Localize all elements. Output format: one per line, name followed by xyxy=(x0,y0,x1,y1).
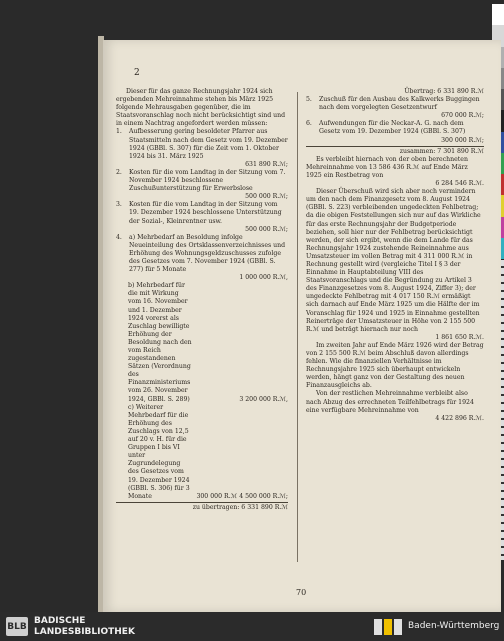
sub-item-b-text: b) Mehrbedarf für die mit Wirkung vom 16. November und 1. Dezember 1924 vorerst als Zuschlag bewilligte Erhöhung der Besoldung nach den vom Reich zugestandenen Sätzen (Verordnung des Finanzministeriums vom 26. November 1924, GBBl. S. 289) xyxy=(128,282,192,403)
page-number-top: 2 xyxy=(134,68,140,78)
list-item-amount: 631 890 R.ℳ; xyxy=(245,160,288,168)
list-item-text: a) Mehrbedarf an Besoldung infolge Neueinteilung des Ortsklassenverzeichnisses und Erhöhung des Wohnungsgeldzuschusses zufolge des Gesetzes vom 7. November 1924 (GBBl. S. 277) für 5 Monate xyxy=(129,233,286,274)
list-item xyxy=(306,120,484,144)
page-number-bottom: 70 xyxy=(296,588,307,597)
paragraph-amount: 1 861 650 R.ℳ. xyxy=(435,333,484,341)
list-item-text: Aufbesserung gering besoldeter Pfarrer aus Staatsmitteln nach dem Gesetz vom 19. Dezember 1924 (GBBl. S. 307) für die Zeit vom 1. Oktober 1924 bis 31. März 1925 xyxy=(129,128,288,160)
list-item xyxy=(116,234,288,283)
paragraph: Dieser Überschuß wird sich aber noch vermindern um den nach dem Finanzgesetz vom 8. August 1924 (GBBl. S. 223) verbleibenden ungedeckten Fehlbetrag; da die obigen Feststellungen sich nur auf das Wirkliche für das erste Rechnungsjahr der Budgetperiode beziehen, soll hier nur der Fehlbetrag berücksichtigt werden, der sich ergibt, wenn die dem Lande für das Rechnungsjahr 1924 zustehende Reineinnahme aus Umsatzsteuer im vollen Betrag mit 4 311 000 R.ℳ in Rechnung gestellt wird (vergleiche Titel I § 3 der Einnahme in Hauptabteilung VIII des Staatsvoranschlags und die Begründung zu Artikel 3 des Finanzgesetzes vom 8. August 1924, Ziffer 3); der ungedeckte Fehlbetrag mit 4 017 150 R.ℳ ermäßigt sich darnach auf Ende März 1925 um die Hälfte der im Voranschlag für 1924 und 1925 in Einnahme gestellten Reinerträge der Umsatzsteuer in Höhe von 2 155 500 R.ℳ und beträgt hiernach nur noch xyxy=(306,188,481,333)
column-divider xyxy=(297,92,298,562)
list-item-text: Zuschuß für den Ausbau des Kalkwerks Buggingen nach dem vorgelegten Gesetzentwurf xyxy=(319,96,480,112)
list-item-number: 6. xyxy=(306,120,312,128)
list-item-amount: 300 000 R.ℳ; xyxy=(441,136,484,144)
paragraph: Von der restlichen Mehreinnahme verbleibt also nach Abzug des errechneten Teilfehlbetrags für 1924 eine verfügbare Mehreinnahme von xyxy=(306,390,474,414)
list-item-number: 1. xyxy=(116,128,122,136)
together-label: zusammen: xyxy=(399,147,436,155)
list-item-amount: 1 000 000 R.ℳ, xyxy=(239,274,288,282)
state-name: Baden-Württemberg xyxy=(408,621,500,631)
list-item-number: 5. xyxy=(306,96,312,104)
paragraph: Es verbleibt hiernach von der oben berechneten Mehreinnahme von 13 586 436 R.ℳ auf Ende März 1925 ein Restbetrag von xyxy=(306,155,468,179)
list-item xyxy=(306,96,484,120)
list-item-text: Kosten für die vom Landtag in der Sitzung vom 19. Dezember 1924 beschlossene Unterstützung der Sozial-, Kleinrentner usw. xyxy=(129,201,282,225)
sub-item-c-text: c) Weiterer Mehrbedarf für die Erhöhung des Zuschlags von 12,5 auf 20 v. H. für die Gruppen I bis VI unter Zugrundelegung des Gesetzes vom 19. Dezember 1924 (GBBl. S. 306) für 3 Monate xyxy=(128,403,190,500)
right-column xyxy=(306,88,484,423)
list-item-amount: 500 000 R.ℳ; xyxy=(245,225,288,233)
list-item-text: Kosten für die vom Landtag in der Sitzung vom 7. November 1924 beschlossene Zuschußunterstützung für Erwerbslose xyxy=(129,168,286,193)
library-name xyxy=(34,616,135,638)
carry-forward-label: zu übertragen: xyxy=(192,503,240,511)
library-name-line2: LANDESBIBLIOTHEK xyxy=(34,627,135,637)
list-item-number: 4. xyxy=(116,233,122,241)
sub-item-c-amount: 300 000 R.ℳ xyxy=(196,492,238,500)
library-name-line1: BADISCHE xyxy=(34,616,86,626)
list-item xyxy=(116,128,288,168)
item-4-total: 4 500 000 R.ℳ; xyxy=(239,492,288,500)
paragraph-amount: 4 422 896 R.ℳ. xyxy=(435,414,484,422)
paragraph-amount: 6 284 546 R.ℳ. xyxy=(435,180,484,188)
carried-amount: 6 331 890 R.ℳ xyxy=(437,88,484,95)
list-item-text: Aufwendungen für die Neckar-A. G. nach dem Gesetz vom 19. Dezember 1924 (GBBl. S. 307) xyxy=(319,120,466,136)
sub-item-b xyxy=(116,282,288,403)
left-column xyxy=(116,88,288,512)
footer-bar xyxy=(0,612,504,641)
paragraph: Im zweiten Jahr auf Ende März 1926 wird der Betrag von 2 155 500 R.ℳ beim Abschluß davon allerdings fehlen. Wie die finanziellen Verhältnisse im Rechnungsjahre 1925 sich überhaupt entwickeln werden, hängt ganz von der Gestaltung des neuen Finanzausgleichs ab. xyxy=(306,341,484,390)
list-item-amount: 670 000 R.ℳ; xyxy=(441,112,484,120)
sum-rule xyxy=(306,146,484,147)
baden-wuerttemberg-lions-icon xyxy=(374,619,402,635)
together-amount: 7 301 890 R.ℳ xyxy=(437,147,484,155)
sum-rule xyxy=(116,502,288,503)
blb-logo-icon: BLB xyxy=(6,617,28,636)
carry-forward-amount: 6 331 890 R.ℳ xyxy=(241,503,288,511)
list-item-number: 3. xyxy=(116,201,122,209)
sub-item-c xyxy=(116,404,288,501)
list-item xyxy=(116,169,288,201)
sub-item-b-amount: 3 200 000 R.ℳ, xyxy=(239,395,288,403)
carried-label: Übertrag: xyxy=(404,88,436,95)
list-item-amount: 500 000 R.ℳ; xyxy=(245,193,288,201)
list-item-number: 2. xyxy=(116,168,122,176)
list-item xyxy=(116,201,288,233)
intro-paragraph: Dieser für das ganze Rechnungsjahr 1924 sich ergebenden Mehreinnahme stehen bis März 1925 folgende Mehrausgaben gegenüber, die im Staatsvoranschlag noch nicht berücksichtigt sind und in einem Nachtrag angefordert werden müssen: xyxy=(116,88,286,128)
